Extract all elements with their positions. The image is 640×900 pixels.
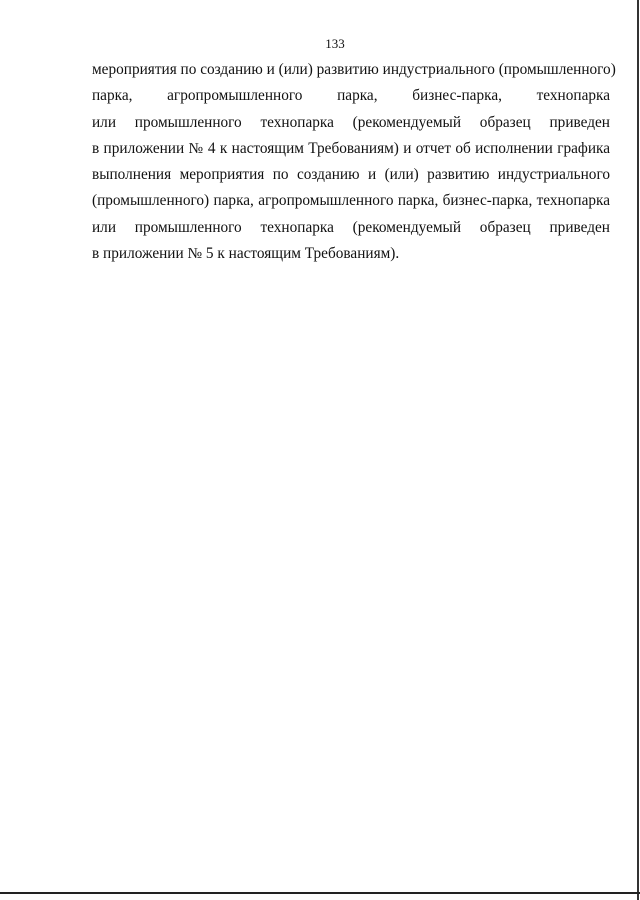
text-line: мероприятия по созданию и (или) развитию индустриального (промышленного): [92, 61, 616, 78]
page-number: 133: [325, 36, 345, 51]
body-paragraph: [92, 57, 616, 267]
text-line: или промышленного технопарка (рекомендуемый образец приведен: [92, 113, 610, 131]
text-line: или промышленного технопарка (рекомендуемый образец приведен: [92, 218, 610, 236]
text-line: в приложении № 4 к настоящим Требованиям) и отчет об исполнении графика: [92, 139, 610, 157]
text-line: (промышленного) парка, агропромышленного парка, бизнес-парка, технопарка: [92, 192, 610, 210]
scan-edge-right: [637, 0, 639, 900]
text-line: выполнения мероприятия по созданию и (или) развитию индустриального: [92, 166, 610, 184]
text-line: в приложении № 5 к настоящим Требованиям).: [92, 245, 400, 263]
scan-edge-bottom: [0, 892, 640, 894]
text-line: парка, агропромышленного парка, бизнес-парка, технопарка: [92, 87, 610, 105]
